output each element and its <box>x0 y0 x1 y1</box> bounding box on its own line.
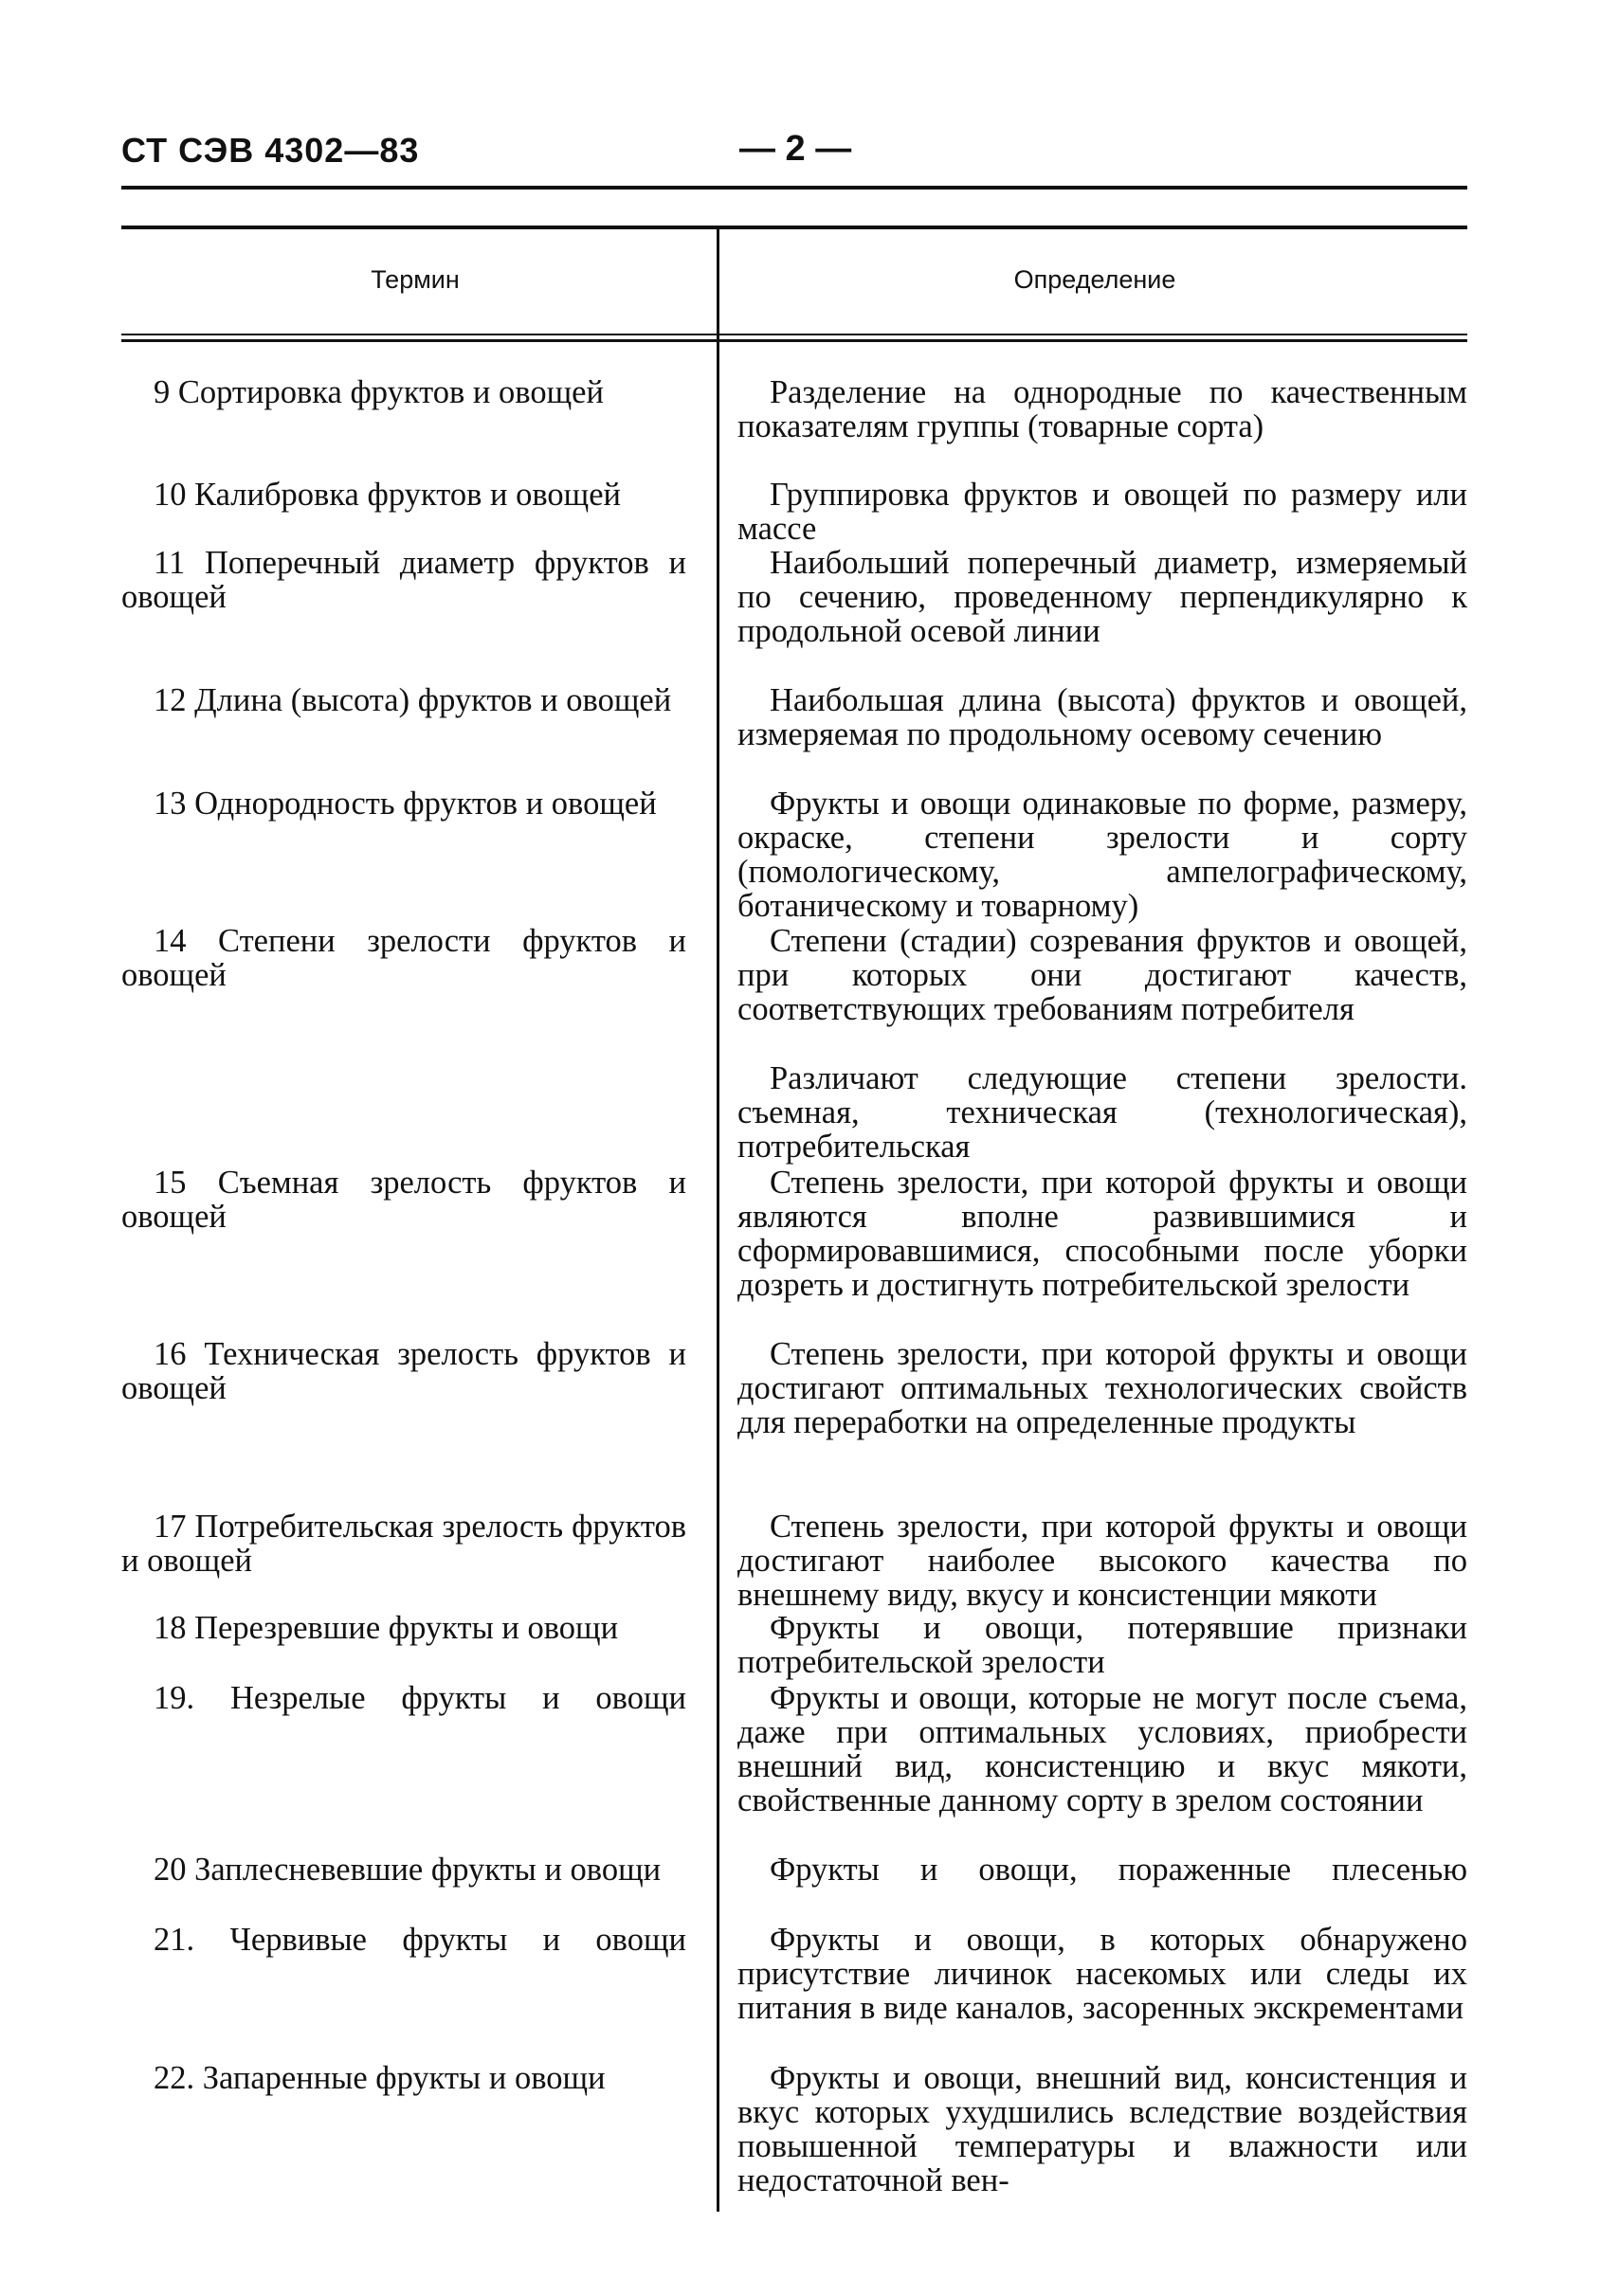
term-cell: 17 Потребительская зрелость фруктов и овощей <box>121 1509 686 1579</box>
column-header-definition: Определение <box>1013 265 1176 294</box>
term-cell: 19. Незрелые фрукты и овощи <box>154 1680 686 1716</box>
term-cell: 14 Степени зрелости фруктов и овощей <box>121 923 686 993</box>
definition-cell: Фрукты и овощи, которые не могут после съема, даже при оптимальных условиях, приобрести внешний вид, консистенцию и вкус мякоти, свойственные данному сорту в зрелом состоянии <box>737 1680 1467 1818</box>
table-header-rule <box>121 334 1467 335</box>
definition-cell: Группировка фруктов и овощей по размеру или массе <box>737 477 1467 547</box>
definition-cell: Фрукты и овощи, потерявшие признаки потребительской зрелости <box>737 1610 1467 1680</box>
page-number: — 2 — <box>739 129 852 169</box>
term-cell: 10 Калибровка фруктов и овощей <box>154 477 621 513</box>
definition-cell: Фрукты и овощи, внешний вид, консистенция и вкус которых ухудшились вследствие воздействия повышенной температуры и влажности или недостаточной вен- <box>737 2060 1467 2198</box>
term-cell: 11 Поперечный диаметр фруктов и овощей <box>121 545 686 615</box>
definition-cell: Фрукты и овощи одинаковые по форме, размеру, окраске, степени зрелости и сорту (помологическому, ампелографическому, ботаническому и товарному) <box>737 786 1467 924</box>
definition-cell: Разделение на однородные по качественным показателям группы (товарные сорта) <box>737 374 1467 444</box>
standard-code: СТ СЭВ 4302—83 <box>121 131 420 170</box>
table-header-rule-2 <box>121 339 1467 342</box>
definition-cell: Степень зрелости, при которой фрукты и овощи достигают наиболее высокого качества по внешнему виду, вкусу и консистенции мякоти <box>737 1509 1467 1613</box>
definition-cell: Степень зрелости, при которой фрукты и овощи являются вполне развившимися и сформировавшимися, способными после уборки дозреть и достигнуть потребительской зрелости <box>737 1165 1467 1303</box>
definition-cell: Наибольшая длина (высота) фруктов и овощей, измеряемая по продольному осевому сечению <box>737 682 1467 752</box>
term-cell: 22. Запаренные фрукты и овощи <box>154 2060 606 2096</box>
header-rule <box>121 186 1467 190</box>
definition-cell: Фрукты и овощи, в которых обнаружено присутствие личинок насекомых или следы их питания в виде каналов, засоренных экскрементами <box>737 1922 1467 2026</box>
definition-cell: Степень зрелости, при которой фрукты и овощи достигают оптимальных технологических свойств для переработки на определенные продукты <box>737 1336 1467 1440</box>
table-top-rule <box>121 226 1467 229</box>
column-header-term: Термин <box>371 265 460 294</box>
term-cell: 21. Червивые фрукты и овощи <box>154 1922 686 1958</box>
term-cell: 12 Длина (высота) фруктов и овощей <box>154 682 672 718</box>
term-cell: 18 Перезревшие фрукты и овощи <box>154 1610 619 1646</box>
column-divider <box>717 227 719 2212</box>
term-cell: 20 Заплесневевшие фрукты и овощи <box>154 1852 662 1888</box>
term-cell: 16 Техническая зрелость фруктов и овощей <box>121 1336 686 1406</box>
term-cell: 13 Однородность фруктов и овощей <box>154 786 657 822</box>
definition-note: Различают следующие степени зрелости. съемная, техническая (технологическая), потребительская <box>737 1060 1467 1165</box>
definition-cell: Степени (стадии) созревания фруктов и овощей, при которых они достигают качеств, соответствующих требованиям потребителя <box>737 923 1467 1027</box>
term-cell: 15 Съемная зрелость фруктов и овощей <box>121 1165 686 1235</box>
term-cell: 9 Сортировка фруктов и овощей <box>154 374 604 410</box>
definition-cell: Фрукты и овощи, пораженные плесенью <box>770 1852 1467 1888</box>
definition-cell: Наибольший поперечный диаметр, измеряемый по сечению, проведенному перпендикулярно к продольной осевой линии <box>737 545 1467 649</box>
